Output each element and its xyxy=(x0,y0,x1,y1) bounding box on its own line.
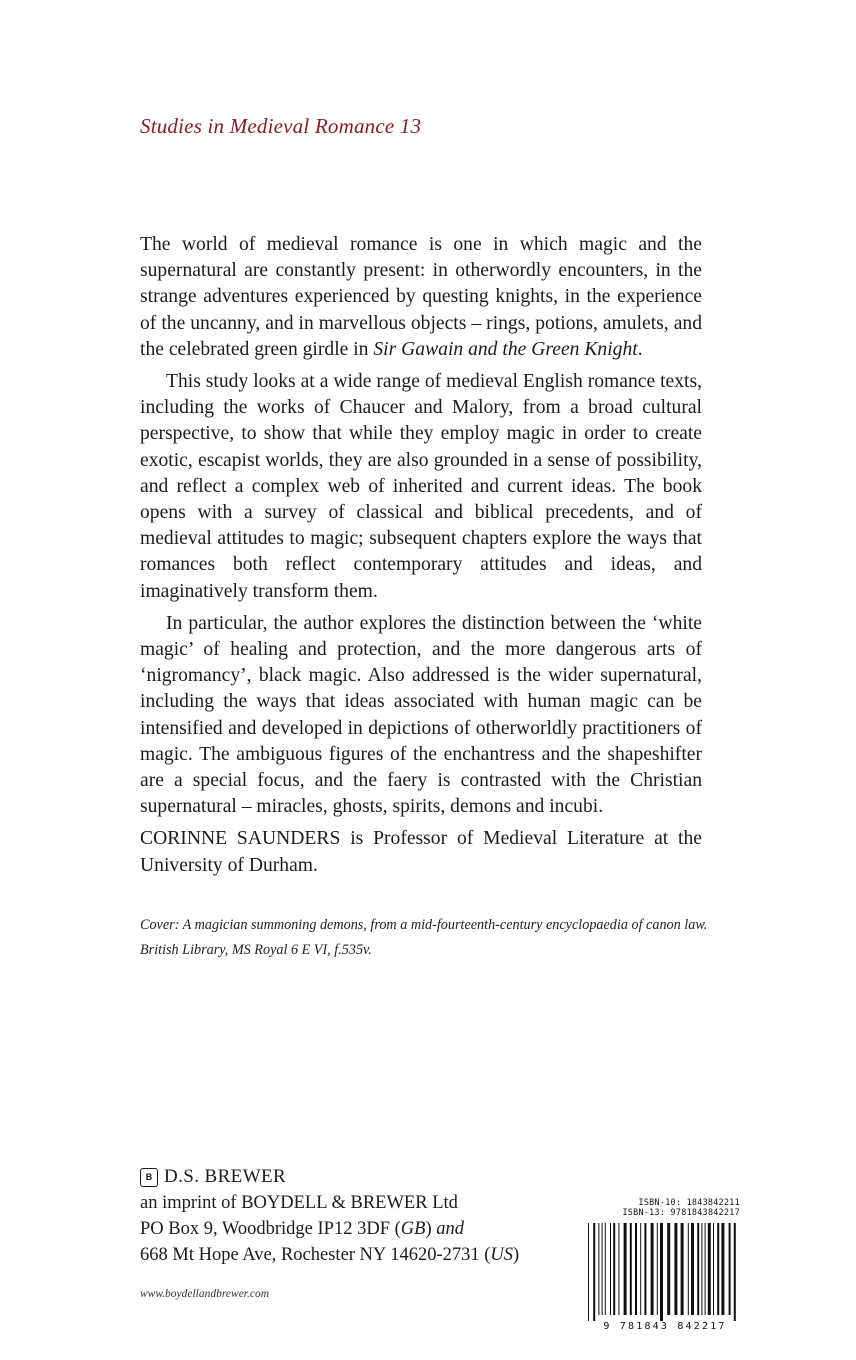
barcode-bar xyxy=(681,1223,684,1315)
barcode-bar xyxy=(667,1223,670,1315)
blurb-paragraph-1 xyxy=(140,232,702,363)
publisher-name: D.S. BREWER xyxy=(164,1166,287,1187)
barcode-bar xyxy=(734,1223,736,1321)
imprint-line-3 xyxy=(140,1242,519,1268)
barcode-bar xyxy=(593,1223,595,1321)
and-conjunction: and xyxy=(436,1219,464,1239)
barcode-bar xyxy=(605,1223,606,1315)
imprint-line-2 xyxy=(140,1216,519,1242)
address-us: 668 Mt Hope Ave, Rochester NY 14620-2731 ( xyxy=(140,1245,491,1265)
address-gb: PO Box 9, Woodbridge IP12 3DF ( xyxy=(140,1219,401,1239)
publisher-logo-icon: B xyxy=(140,1168,158,1187)
barcode-digits: 9 781843 842217 xyxy=(603,1321,727,1332)
barcode-bar xyxy=(588,1223,589,1321)
barcode-bar xyxy=(618,1223,619,1315)
barcode-bar xyxy=(598,1223,599,1315)
address-gb-close: ) xyxy=(425,1219,437,1239)
publisher-brand xyxy=(140,1164,519,1190)
barcode-bar xyxy=(705,1223,706,1315)
barcode-bars xyxy=(584,1223,746,1321)
blurb xyxy=(140,232,702,885)
barcode-bar xyxy=(701,1223,702,1315)
author-bio: CORINNE SAUNDERS is Professor of Medieval Literature at the University of Durham. xyxy=(140,828,702,876)
barcode-bar xyxy=(602,1223,603,1315)
book-title-reference: Sir Gawain and the Green Knight xyxy=(373,338,638,360)
barcode-bar xyxy=(624,1223,627,1315)
isbn-13: ISBN-13: 9781843842217 xyxy=(622,1207,740,1217)
barcode-bar xyxy=(691,1223,694,1315)
barcode-bar xyxy=(657,1223,658,1315)
barcode-bar xyxy=(651,1223,654,1315)
barcode-bar xyxy=(697,1223,699,1315)
barcode-bar xyxy=(660,1223,663,1321)
barcode-bar xyxy=(717,1223,719,1315)
barcode-bar xyxy=(674,1223,677,1315)
imprint-line-1: an imprint of BOYDELL & BREWER Ltd xyxy=(140,1193,458,1213)
blurb-p1-end: . xyxy=(637,338,643,360)
barcode-bar xyxy=(729,1223,731,1315)
country-gb: GB xyxy=(400,1219,426,1239)
publisher-website: www.boydellandbrewer.com xyxy=(140,1288,270,1300)
barcode-bar xyxy=(713,1223,714,1315)
barcode-bar xyxy=(635,1223,637,1315)
barcode-bar xyxy=(610,1223,611,1315)
isbn-10: ISBN-10: 1843842211 xyxy=(638,1197,740,1207)
publisher-imprint xyxy=(140,1164,519,1268)
cover-credit xyxy=(140,913,720,963)
series-title: Studies in Medieval Romance 13 xyxy=(140,114,422,138)
barcode-bar xyxy=(644,1223,646,1315)
barcode-bar xyxy=(688,1223,689,1315)
barcode-bar xyxy=(721,1223,724,1315)
cover-credit-line-2: British Library, MS Royal 6 E VI, f.535v. xyxy=(140,942,372,958)
blurb-paragraph-3: In particular, the author explores the distinction between the ‘white magic’ of healing and protection, and the more dangerous arts of ‘nigromancy’, black magic. Also addressed is the wider supernatural, including the ways that ideas associated with human magic can be intensified and developed in depictions of otherworldly practitioners of magic. The ambiguous figures of the enchantress and the shapeshifter are a special focus, and the faery is contrasted with the Christian supernatural – miracles, ghosts, spirits, demons and incubi. xyxy=(140,612,702,818)
barcode-bar xyxy=(630,1223,632,1315)
barcode-bar xyxy=(708,1223,711,1315)
barcode-bar xyxy=(640,1223,641,1315)
country-us: US xyxy=(490,1245,514,1265)
address-us-close: ) xyxy=(513,1245,520,1265)
barcode xyxy=(584,1197,746,1335)
blurb-p1-text: The world of medieval romance is one in which magic and the supernatural are constantly present: in otherwordly encounters, in the strange adventures experienced by questing knights, in the experience of the uncanny, and in marvellous objects – rings, potions, amulets, and the celebrated green girdle in xyxy=(140,234,702,360)
blurb-paragraph-2: This study looks at a wide range of medieval English romance texts, including the works of Chaucer and Malory, from a broad cultural perspective, to show that while they employ magic in order to create exotic, escapist worlds, they are also grounded in a sense of possibility, and reflect a complex web of inherited and current ideas. The book opens with a survey of classical and biblical precedents, and of medieval attitudes to magic; subsequent chapters explore the ways that romances both reflect contemporary attitudes and ideas, and imaginatively transform them. xyxy=(140,371,702,602)
barcode-bar xyxy=(613,1223,615,1315)
cover-credit-line-1: Cover: A magician summoning demons, from a mid-fourteenth-century encyclopaedia of canon law. xyxy=(140,917,708,933)
